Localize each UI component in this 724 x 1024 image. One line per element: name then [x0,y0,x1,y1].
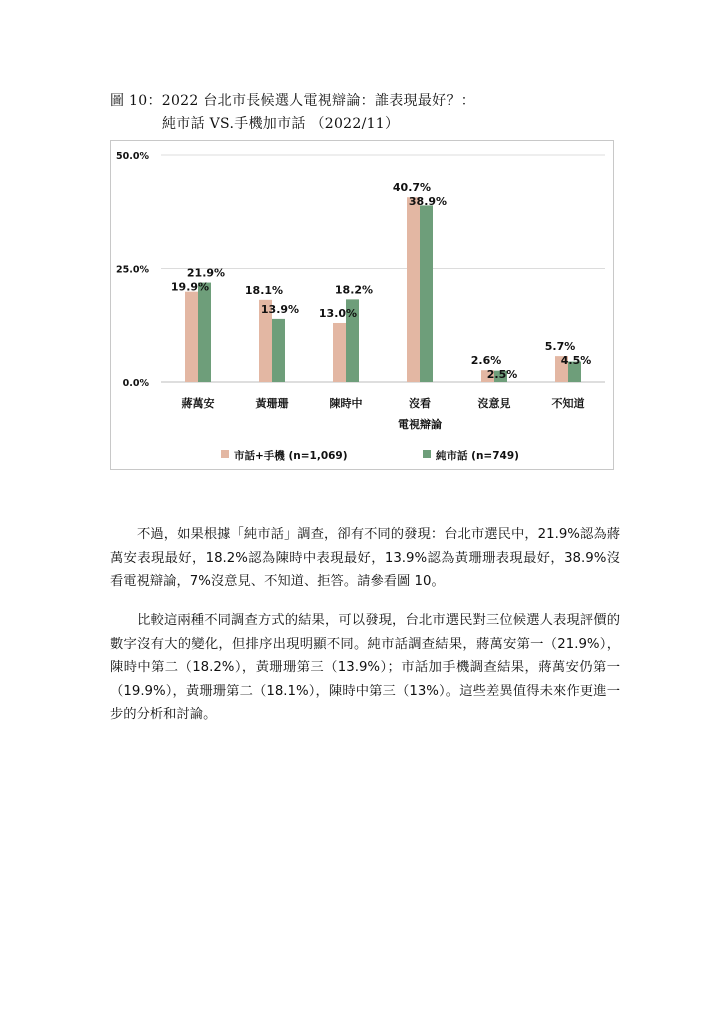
figure-title-line1: 圖 10：2022 台北市長候選人電視辯論：誰表現最好？： [110,93,476,109]
bar-chart [111,141,613,469]
data-label-s1: 5.7% [544,340,576,354]
bar-s2 [420,205,433,382]
x-tick-label: 沒看 [409,397,431,410]
figure-title-line2: 純市話 VS.手機加市話 （2022/11） [162,116,400,132]
y-tick-label: 0.0% [122,378,149,389]
y-tick-label: 50.0% [116,151,149,162]
paragraph-2 [110,609,620,727]
x-tick-label: 黃珊珊 [255,397,289,410]
data-label-s2: 21.9% [186,266,226,280]
y-tick-label: 25.0% [116,264,149,276]
bar-s1 [407,197,420,382]
paragraph-2-text: 比較這兩種不同調查方式的結果，可以發現，台北市選民對三位候選人表現評價的數字沒有大的變化，但排序出現明顯不同。純市話調查結果，蔣萬安第一（21.9%），陳時中第二（18.2%），黃珊珊第三（13.9%）；市話加手機調查結果，蔣萬安仍第一（19.9%），黃珊珊第二（18.1%），陳時中第三（13%）。這些差異值得未來作更進一步的分析和討論。 [110,613,620,722]
data-label-s1: 40.7% [392,181,432,195]
bar-s2 [198,283,211,382]
data-label-s2: 38.9% [408,195,448,209]
x-tick-sublabel: 電視辯論 [398,418,442,431]
legend-swatch-s2 [423,450,431,458]
paragraph-1-text: 不過，如果根據「純市話」調查，卻有不同的發現：台北市選民中，21.9%認為蔣萬安表現最好，18.2%認為陳時中表現最好，13.9%認為黃珊珊表現最好，38.9%沒看電視辯論，7%沒意見、不知道、拒答。請參看圖 10。 [110,527,620,589]
paragraph-1 [110,523,620,594]
data-label-s1: 18.1% [244,283,284,297]
bar-s1 [185,292,198,382]
data-label-s2: 18.2% [334,283,374,297]
legend-label-s2: 純市話 (n=749) [436,450,519,462]
data-label-s1: 2.6% [470,354,502,368]
bar-s1 [333,323,346,382]
data-label-s1: 19.9% [170,280,210,294]
chart-frame [110,140,614,470]
bar-s2 [272,319,285,382]
x-tick-label: 不知道 [551,397,585,410]
data-label-s2: 13.9% [260,302,300,316]
legend-label-s1: 市話+手機 (n=1,069) [234,450,348,462]
data-label-s1: 13.0% [318,306,358,320]
x-tick-label: 沒意見 [477,397,511,410]
data-label-s2: 4.5% [560,354,592,368]
x-tick-label: 陳時中 [329,397,363,410]
data-label-s2: 2.5% [486,368,518,382]
legend-swatch-s1 [221,450,229,458]
x-tick-label: 蔣萬安 [181,397,215,410]
